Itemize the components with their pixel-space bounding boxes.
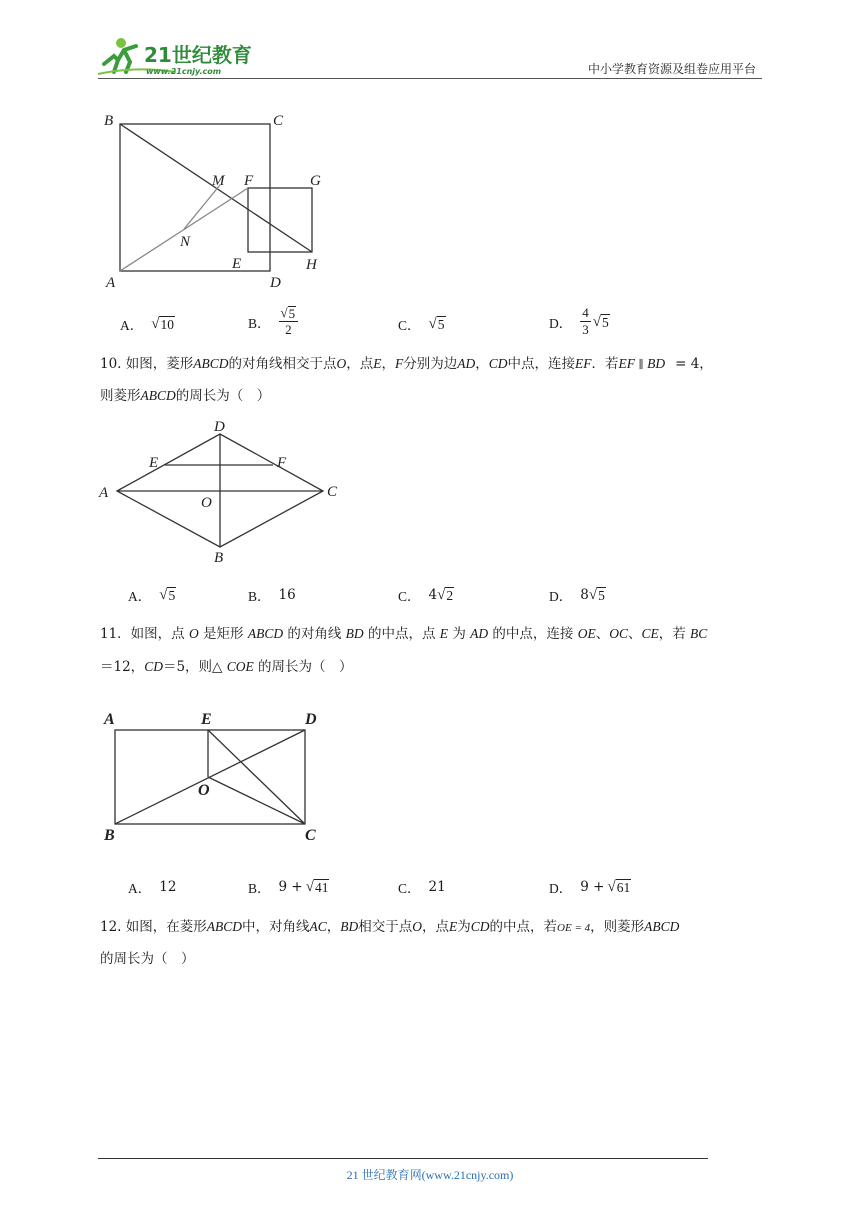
footer-divider xyxy=(98,1158,708,1159)
label-h: H xyxy=(306,257,317,273)
label-g: G xyxy=(310,173,321,189)
q10-stem-line1: 10. 如图，菱形ABCD的对角线相交于点O，点E，F分别为边AD，CD中点，连接EF．若EF ∥ BD = 4， xyxy=(100,356,713,372)
label-m: M xyxy=(212,173,225,189)
q11-stem-line1: 11．如图，点 O 是矩形 ABCD 的对角线 BD 的中点，点 E 为 AD 的中点，连接 OE、OC、CE，若 BC xyxy=(100,626,708,642)
sqrt-expression: √ 10 xyxy=(151,316,174,332)
q10-stem-line2: 则菱形ABCD的周长为（ ） xyxy=(100,388,271,404)
logo-title: 21世纪教育 xyxy=(144,43,252,67)
label-d: D xyxy=(305,711,317,728)
platform-title: 中小学教育资源及组卷应用平台 xyxy=(587,62,756,76)
q12-stem-line1: 12. 如图，在菱形ABCD中，对角线AC，BD相交于点O，点E为CD的中点，若OE = 4，则菱形ABCD xyxy=(100,919,680,935)
square-efgh xyxy=(248,188,312,252)
q9-option-c[interactable]: C． √ 5 xyxy=(398,316,445,333)
q10-option-c[interactable]: C． 4 √ 2 xyxy=(398,587,454,604)
label-o: O xyxy=(201,495,212,511)
label-e: E xyxy=(201,711,212,728)
q11-option-a[interactable]: A． 12 xyxy=(128,879,177,896)
label-a: A xyxy=(106,275,116,291)
label-b: B xyxy=(104,113,114,129)
figure-q11 xyxy=(95,700,335,850)
segment-mn xyxy=(184,185,220,229)
label-o: O xyxy=(198,782,210,799)
q9-option-a[interactable]: A． √ 10 xyxy=(120,316,174,333)
runner-logo-icon xyxy=(96,36,256,78)
label-e: E xyxy=(232,256,242,272)
q10-option-b[interactable]: B． 16 xyxy=(248,587,296,604)
fraction: √ 5 2 xyxy=(279,305,299,338)
label-f: F xyxy=(244,173,254,189)
label-c: C xyxy=(273,113,284,129)
label-f: F xyxy=(277,455,287,471)
q9-option-b[interactable]: B． √ 5 2 xyxy=(248,305,298,338)
logo-url: www.21cnjy.com xyxy=(146,67,222,76)
label-e: E xyxy=(149,455,159,471)
figure-q10 xyxy=(95,415,355,575)
segment-ce xyxy=(208,730,305,824)
label-d: D xyxy=(214,419,225,435)
q9-option-d[interactable]: D． $\frac{4}{3}$ √ 5 xyxy=(549,305,609,337)
q11-option-c[interactable]: C． 21 xyxy=(398,879,446,896)
segment-oc xyxy=(208,777,305,824)
q11-stem-line2: ＝12，CD＝5，则△ COE 的周长为（ ） xyxy=(100,659,353,675)
label-n: N xyxy=(180,234,191,250)
figure-q9 xyxy=(100,105,340,295)
label-a: A xyxy=(99,485,109,501)
q10-option-a[interactable]: A． √ 5 xyxy=(128,587,176,604)
q11-option-d[interactable]: D． 9 + √ 61 xyxy=(549,879,631,896)
label-b: B xyxy=(104,827,115,844)
footer-link[interactable]: 21 世纪教育网(www.21cnjy.com) xyxy=(346,1168,514,1182)
header-divider xyxy=(98,78,762,79)
q11-option-b[interactable]: B． 9 + √ 41 xyxy=(248,879,329,896)
segment-af xyxy=(120,188,248,271)
label-c: C xyxy=(305,827,316,844)
site-logo xyxy=(96,36,256,78)
q12-stem-line2: 的周长为（ ） xyxy=(100,951,195,967)
label-a: A xyxy=(104,711,115,728)
q10-option-d[interactable]: D． 8 √ 5 xyxy=(549,587,605,604)
label-b: B xyxy=(214,550,224,566)
label-c: C xyxy=(327,484,338,500)
label-d: D xyxy=(270,275,281,291)
